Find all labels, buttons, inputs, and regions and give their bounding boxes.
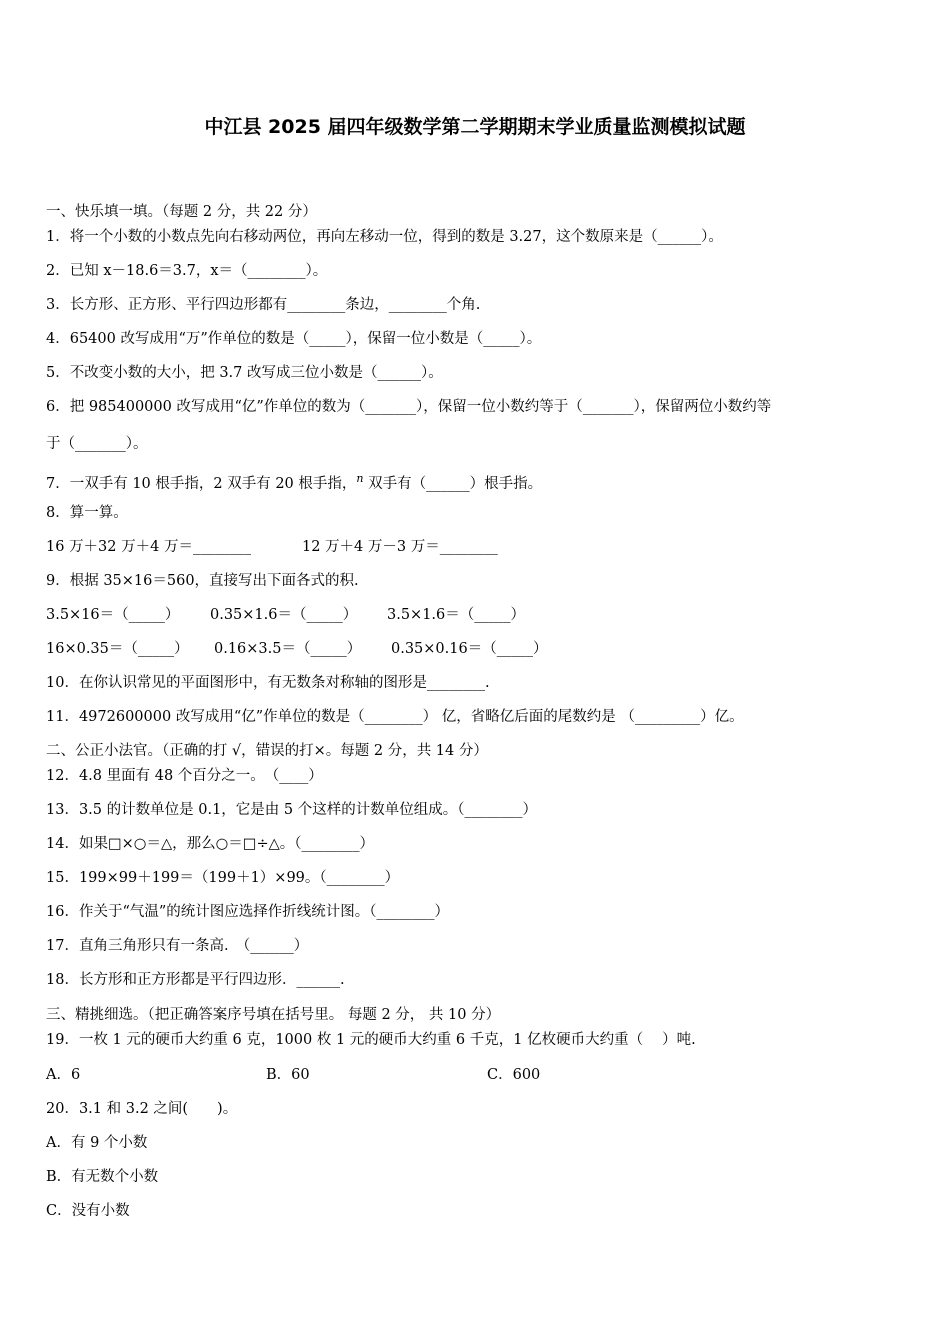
question-1: 1．将一个小数的小数点先向右移动两位，再向左移动一位，得到的数是 3.27，这个数原来是（______）。 <box>46 229 723 245</box>
page-title: 中江县 2025 届四年级数学第二学期期末学业质量监测模拟试题 <box>204 116 746 138</box>
question-2: 2．已知 x－18.6＝3.7，x＝（________）。 <box>46 263 328 279</box>
question-9-item: 0.35×0.16＝（_____） <box>391 641 548 657</box>
section-1-heading: 一、快乐填一填。（每题 2 分，共 22 分） <box>46 204 317 220</box>
question-20: 20．3.1 和 3.2 之间( )。 <box>46 1101 238 1117</box>
question-9-item: 3.5×1.6＝（_____） <box>387 607 526 623</box>
question-9-item: 16×0.35＝（_____） <box>46 641 189 657</box>
question-8-calc-2: 12 万＋4 万－3 万＝________ <box>302 539 498 555</box>
question-14: 14．如果□×○＝△，那么○＝□÷△。（________） <box>46 836 375 852</box>
question-11: 11．4972600000 改写成用“亿”作单位的数是（________） 亿，省略亿后面的尾数约是 （_________）亿。 <box>46 709 744 725</box>
question-19: 19．一枚 1 元的硬币大约重 6 克，1000 枚 1 元的硬币大约重 6 千克，1 亿枚硬币大约重（ ）吨. <box>46 1032 696 1048</box>
question-7-text-b: 双手有（______）根手指。 <box>363 475 543 492</box>
question-15: 15．199×99＋199＝（199＋1）×99。（________） <box>46 870 400 886</box>
question-17: 17．直角三角形只有一条高. （______） <box>46 938 309 954</box>
question-9-item: 0.35×1.6＝（_____） <box>210 607 358 623</box>
question-10: 10．在你认识常见的平面图形中，有无数条对称轴的图形是________. <box>46 675 490 691</box>
variable-n: n <box>356 472 364 485</box>
question-19-option-a: A．6 <box>46 1067 81 1083</box>
question-8: 8．算一算。 <box>46 505 128 521</box>
question-16: 16．作关于“气温”的统计图应选择作折线统计图。（________） <box>46 904 450 920</box>
question-9-item: 3.5×16＝（_____） <box>46 607 180 623</box>
question-6-line-1: 6．把 985400000 改写成用“亿”作单位的数为（_______），保留一位小数约等于（_______），保留两位小数约等 <box>46 399 772 415</box>
question-9-item: 0.16×3.5＝（_____） <box>214 641 362 657</box>
question-9: 9．根据 35×16＝560，直接写出下面各式的积. <box>46 573 359 589</box>
question-20-option-b: B．有无数个小数 <box>46 1169 159 1185</box>
question-5: 5．不改变小数的大小，把 3.7 改写成三位小数是（______）。 <box>46 365 443 381</box>
question-18: 18．长方形和正方形都是平行四边形．______. <box>46 972 345 988</box>
question-7-text-a: 7．一双手有 10 根手指，2 双手有 20 根手指， <box>46 475 357 492</box>
question-4: 4．65400 改写成用“万”作单位的数是（_____），保留一位小数是（_____）。 <box>46 331 542 347</box>
section-3-heading: 三、精挑细选。（把正确答案序号填在括号里。 每题 2 分， 共 10 分） <box>46 1007 501 1023</box>
question-19-option-c: C．600 <box>487 1067 541 1083</box>
section-2-heading: 二、公正小法官。（正确的打 √，错误的打×。每题 2 分，共 14 分） <box>46 743 488 759</box>
question-20-option-a: A．有 9 个小数 <box>46 1135 148 1151</box>
question-3: 3．长方形、正方形、平行四边形都有________条边，________个角. <box>46 297 481 313</box>
question-19-option-b: B．60 <box>266 1067 310 1083</box>
question-7 <box>46 469 542 494</box>
question-6-line-2: 于（_______）。 <box>46 436 148 452</box>
question-8-calc-1: 16 万＋32 万＋4 万＝________ <box>46 539 251 555</box>
question-13: 13．3.5 的计数单位是 0.1，它是由 5 个这样的计数单位组成。（________） <box>46 802 537 818</box>
question-20-option-c: C．没有小数 <box>46 1203 130 1219</box>
question-12: 12．4.8 里面有 48 个百分之一。 （____） <box>46 768 323 784</box>
